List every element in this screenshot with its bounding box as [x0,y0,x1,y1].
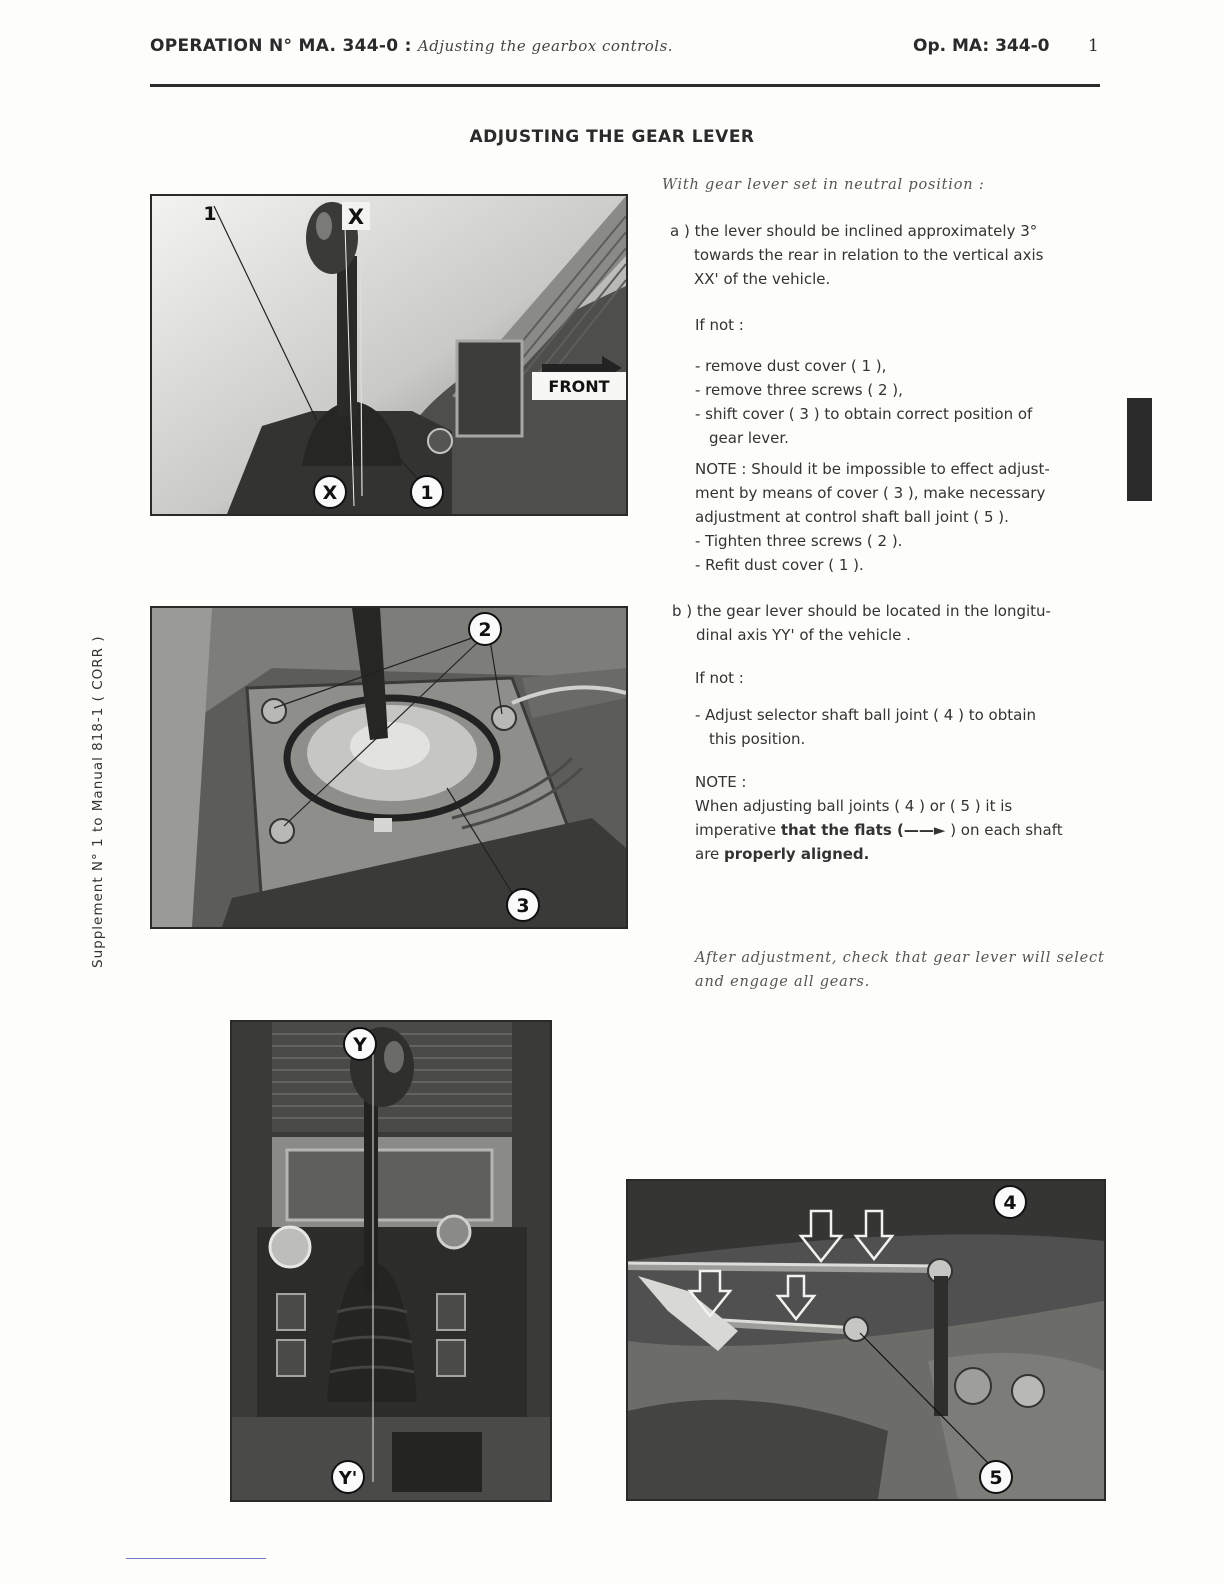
section-b-text [672,599,1102,647]
note-line: ment by means of cover ( 3 ), make necessary [695,484,1046,502]
operation-header [150,36,673,56]
callout-1-top: 1 [203,203,217,225]
callout-y-bottom: Y' [338,1468,358,1489]
section-b-line: dinal axis YY' of the vehicle . [696,626,911,644]
figure-ball-joints [626,1179,1106,1501]
note-line [695,842,1115,866]
page-number: 1 [1088,36,1099,56]
note-line: adjustment at control shaft ball joint ( 5 ). [695,508,1009,526]
note-text: ) on each shaft [950,821,1063,839]
callout-3: 3 [516,895,530,917]
section-b-note [695,770,1115,866]
closing-line: and engage all gears. [695,974,871,990]
closing-text [695,946,1125,994]
section-a-line: towards the rear in relation to the vertical axis [694,246,1044,264]
section-b-steps [695,703,1105,751]
section-a-note [695,457,1115,577]
note-emphasis: that the flats ( [780,821,904,839]
callout-1-bottom: 1 [420,482,434,504]
callout-2: 2 [478,619,492,641]
header-divider [150,84,1100,87]
note-line: NOTE : Should it be impossible to effect adjust- [695,460,1050,478]
closing-line: After adjustment, check that gear lever will select [695,950,1105,966]
note-heading: NOTE : [695,773,747,791]
intro-text: With gear lever set in neutral position : [662,177,985,193]
step-line: gear lever. [709,429,789,447]
note-text: imperative [695,821,777,839]
figure-cover-screws [150,606,628,929]
step-line: - Adjust selector shaft ball joint ( 4 ) to obtain [695,706,1037,724]
note-line [695,818,1115,842]
note-emphasis: properly aligned. [724,845,870,863]
step-line: this position. [709,730,806,748]
final-step: - Tighten three screws ( 2 ). [695,532,903,550]
front-label: FRONT [548,377,610,396]
section-b-line: b ) the gear lever should be located in the longitu- [672,602,1051,620]
section-a-line: a ) the lever should be inclined approximately 3° [670,222,1038,240]
operation-label: OPERATION N° MA. 344-0 : [150,36,412,56]
flat-arrow-icon: ——► [903,821,946,839]
section-a-text [670,219,1100,291]
section-a-line: XX' of the vehicle. [694,270,831,288]
operation-reference: Op. MA: 344-0 [913,36,1050,56]
page-title: ADJUSTING THE GEAR LEVER [469,127,755,147]
section-b-if-not: If not : [695,669,744,687]
figure-gear-lever-side [150,194,628,516]
callout-y-top: Y [353,1034,367,1056]
callout-x-bottom: X [322,482,338,504]
section-a-if-not: If not : [695,316,744,334]
operation-title: Adjusting the gearbox controls. [417,37,674,55]
section-tab-marker [1127,398,1152,501]
callout-x-top: X [347,205,365,229]
callout-5: 5 [989,1467,1003,1489]
step-line: - remove dust cover ( 1 ), [695,357,887,375]
figure-gear-lever-top [230,1020,552,1502]
note-line: When adjusting ball joints ( 4 ) or ( 5 ) it is [695,797,1013,815]
note-text: are [695,845,720,863]
callout-4: 4 [1003,1192,1017,1214]
step-line: - remove three screws ( 2 ), [695,381,903,399]
final-step: - Refit dust cover ( 1 ). [695,556,864,574]
section-a-steps [695,354,1105,450]
supplement-side-text: Supplement N° 1 to Manual 818-1 ( CORR ) [90,635,106,968]
footer-rule [126,1558,266,1559]
step-line: - shift cover ( 3 ) to obtain correct position of [695,405,1033,423]
